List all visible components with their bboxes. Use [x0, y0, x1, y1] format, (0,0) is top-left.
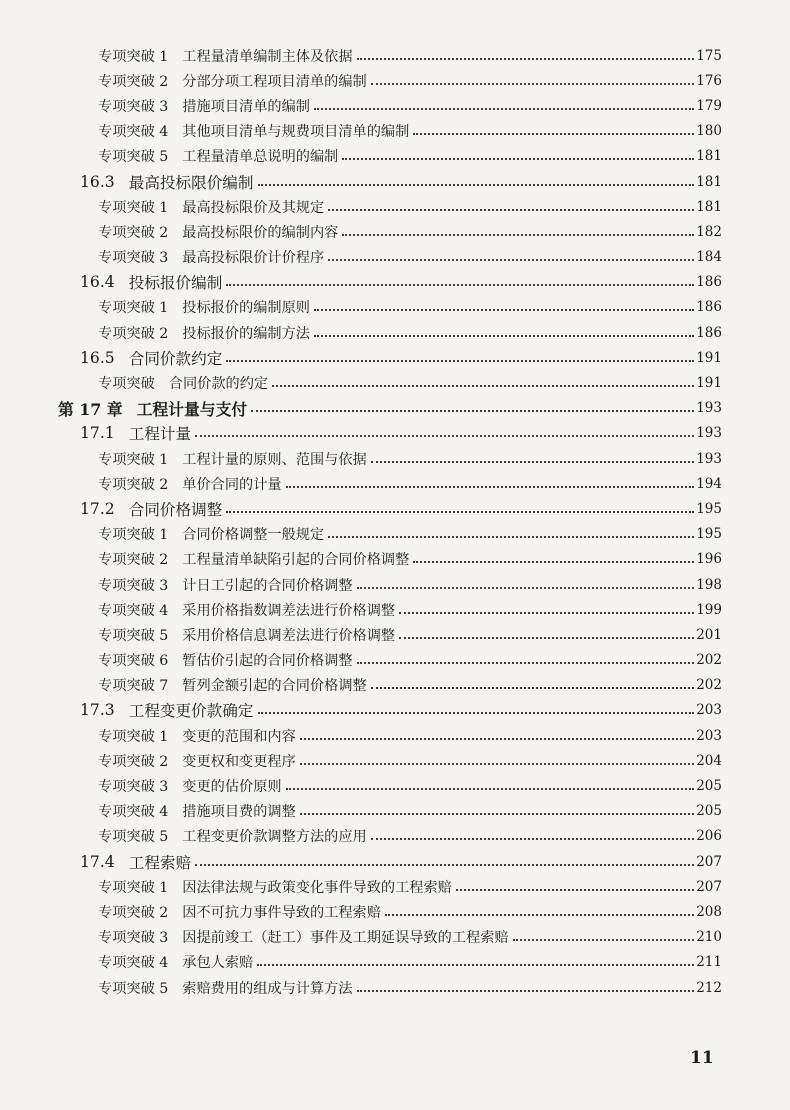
dot-leader	[195, 435, 694, 437]
toc-item-row	[0, 824, 790, 849]
toc-item-row	[0, 194, 790, 219]
toc-entry-number: 专项突破 4	[98, 124, 169, 141]
toc-entry-number: 专项突破 3	[98, 98, 169, 115]
toc-entry-number: 17.4	[80, 852, 115, 871]
toc-entry-number: 专项突破 3	[98, 779, 169, 796]
toc-entry-number: 专项突破 2	[98, 904, 169, 921]
toc-item-row	[0, 68, 790, 93]
toc-item-row	[0, 673, 790, 698]
toc-entry-title: 最高投标限价的编制内容	[182, 224, 339, 241]
toc-entry-number: 专项突破 2	[98, 476, 169, 493]
dot-leader	[258, 712, 695, 714]
toc-entry-number: 专项突破 2	[98, 325, 169, 342]
toc-entry-number: 专项突破 1	[98, 48, 169, 65]
toc-item-row	[0, 622, 790, 647]
toc-section-row	[0, 421, 790, 446]
toc-item-row	[0, 723, 790, 748]
toc-entry-title: 暂列金额引起的合同价格调整	[182, 678, 367, 695]
page-number: 11	[690, 1048, 714, 1068]
toc-entry-page: 202	[696, 652, 722, 669]
toc-item-row	[0, 446, 790, 471]
toc-entry-page: 184	[696, 249, 722, 266]
toc-item-row	[0, 245, 790, 270]
toc-item-row	[0, 874, 790, 899]
toc-item-row	[0, 748, 790, 773]
toc-entry-number: 17.1	[80, 424, 115, 443]
toc-item-row	[0, 119, 790, 144]
toc-item-row	[0, 370, 790, 395]
toc-entry-number: 17.2	[80, 499, 115, 518]
toc-entry-title: 因提前竣工（赶工）事件及工期延误导致的工程索赔	[182, 930, 509, 947]
toc-item-row	[0, 43, 790, 68]
toc-item-row	[0, 522, 790, 547]
dot-leader	[314, 108, 694, 110]
toc-entry-page: 182	[696, 223, 722, 240]
toc-entry-title: 工程计量与支付	[136, 399, 248, 419]
toc-entry-page: 195	[696, 500, 722, 517]
toc-item-row	[0, 93, 790, 118]
toc-entry-page: 193	[696, 425, 722, 442]
toc-entry-page: 201	[696, 626, 722, 643]
toc-entry-title: 承包人索赔	[182, 955, 254, 972]
toc-entry-number: 专项突破 5	[98, 980, 169, 997]
dot-leader	[385, 914, 694, 916]
dot-leader	[300, 738, 694, 740]
toc-entry-page: 198	[696, 576, 722, 593]
toc-entry-title: 因法律法规与政策变化事件导致的工程索赔	[182, 879, 452, 896]
toc-entry-title: 措施项目清单的编制	[182, 98, 310, 115]
toc-entry-title: 计日工引起的合同价格调整	[182, 577, 353, 594]
toc-entry-number: 16.5	[80, 348, 115, 367]
toc-entry-page: 186	[696, 299, 722, 316]
toc-entry-number: 专项突破 6	[98, 653, 169, 670]
toc-item-row	[0, 320, 790, 345]
toc-entry-page: 180	[696, 123, 722, 140]
dot-leader	[357, 990, 695, 992]
toc-entry-number: 专项突破	[98, 376, 155, 393]
dot-leader	[456, 889, 694, 891]
dot-leader	[328, 259, 694, 261]
toc-entry-number: 专项突破 1	[98, 300, 169, 317]
toc-entry-page: 210	[696, 929, 722, 946]
toc-entry-page: 193	[696, 400, 722, 417]
toc-entry-page: 207	[696, 853, 722, 870]
toc-entry-number: 专项突破 7	[98, 678, 169, 695]
toc-entry-title: 变更的估价原则	[182, 779, 282, 796]
toc-entry-page: 206	[696, 828, 722, 845]
toc-section-row	[0, 345, 790, 370]
dot-leader	[513, 939, 695, 941]
toc-item-row	[0, 547, 790, 572]
toc-entry-title: 工程变更价款确定	[128, 702, 254, 721]
toc-entry-page: 203	[696, 727, 722, 744]
table-of-contents	[0, 43, 790, 1000]
toc-entry-page: 195	[696, 526, 722, 543]
dot-leader	[251, 410, 694, 412]
toc-entry-number: 17.3	[80, 701, 115, 720]
toc-entry-title: 变更的范围和内容	[182, 728, 296, 745]
toc-entry-number: 专项突破 5	[98, 829, 169, 846]
dot-leader	[226, 511, 694, 513]
toc-section-row	[0, 270, 790, 295]
toc-entry-page: 186	[696, 274, 722, 291]
toc-entry-page: 193	[696, 450, 722, 467]
dot-leader	[258, 184, 695, 186]
toc-entry-page: 175	[696, 47, 722, 64]
toc-entry-page: 179	[696, 97, 722, 114]
toc-entry-title: 分部分项工程项目清单的编制	[182, 73, 367, 90]
toc-entry-page: 208	[696, 903, 722, 920]
toc-entry-page: 202	[696, 677, 722, 694]
dot-leader	[371, 461, 694, 463]
toc-entry-number: 专项突破 2	[98, 224, 169, 241]
toc-entry-number: 专项突破 1	[98, 527, 169, 544]
toc-item-row	[0, 899, 790, 924]
dot-leader	[300, 763, 694, 765]
toc-entry-title: 工程索赔	[128, 853, 192, 872]
dot-leader	[257, 964, 694, 966]
toc-entry-page: 176	[696, 72, 722, 89]
dot-leader	[272, 385, 694, 387]
toc-entry-number: 16.4	[80, 273, 115, 292]
toc-entry-number: 第 17 章	[58, 399, 123, 419]
dot-leader	[195, 864, 694, 866]
toc-entry-number: 专项突破 5	[98, 149, 169, 166]
dot-leader	[357, 58, 695, 60]
toc-entry-title: 投标报价的编制原则	[182, 300, 310, 317]
toc-section-row	[0, 849, 790, 874]
toc-entry-page: 205	[696, 778, 722, 795]
toc-entry-title: 暂估价引起的合同价格调整	[182, 653, 353, 670]
toc-entry-title: 工程变更价款调整方法的应用	[182, 829, 367, 846]
toc-entry-number: 专项突破 3	[98, 250, 169, 267]
dot-leader	[342, 158, 694, 160]
dot-leader	[371, 838, 694, 840]
dot-leader	[357, 587, 695, 589]
toc-entry-title: 工程计量	[128, 425, 192, 444]
dot-leader	[413, 133, 694, 135]
toc-entry-title: 合同价款约定	[128, 349, 223, 368]
toc-entry-number: 专项突破 3	[98, 577, 169, 594]
toc-entry-page: 205	[696, 803, 722, 820]
toc-entry-title: 最高投标限价计价程序	[182, 250, 325, 267]
toc-entry-number: 专项突破 2	[98, 73, 169, 90]
dot-leader	[413, 561, 694, 563]
dot-leader	[371, 687, 694, 689]
toc-entry-number: 专项突破 4	[98, 955, 169, 972]
toc-entry-page: 211	[696, 954, 722, 971]
toc-entry-title: 其他项目清单与规费项目清单的编制	[182, 124, 410, 141]
toc-chapter-row	[0, 396, 790, 421]
dot-leader	[286, 788, 695, 790]
toc-entry-number: 专项突破 4	[98, 602, 169, 619]
toc-entry-title: 索赔费用的组成与计算方法	[182, 980, 353, 997]
toc-item-row	[0, 925, 790, 950]
toc-entry-title: 工程量清单缺陷引起的合同价格调整	[182, 552, 410, 569]
toc-entry-title: 投标报价的编制方法	[182, 325, 310, 342]
toc-item-row	[0, 773, 790, 798]
toc-entry-page: 196	[696, 551, 722, 568]
dot-leader	[371, 83, 694, 85]
toc-entry-title: 合同价格调整一般规定	[182, 527, 325, 544]
toc-entry-page: 212	[696, 979, 722, 996]
toc-entry-title: 因不可抗力事件导致的工程索赔	[182, 904, 381, 921]
dot-leader	[399, 637, 694, 639]
toc-entry-page: 181	[696, 173, 722, 190]
toc-section-row	[0, 698, 790, 723]
toc-entry-page: 203	[696, 702, 722, 719]
toc-entry-number: 专项突破 2	[98, 552, 169, 569]
toc-item-row	[0, 471, 790, 496]
toc-entry-number: 专项突破 5	[98, 627, 169, 644]
toc-entry-page: 199	[696, 601, 722, 618]
toc-item-row	[0, 950, 790, 975]
toc-section-row	[0, 496, 790, 521]
toc-entry-title: 工程量清单编制主体及依据	[182, 48, 353, 65]
toc-entry-page: 191	[696, 349, 722, 366]
dot-leader	[286, 486, 695, 488]
toc-entry-number: 专项突破 1	[98, 879, 169, 896]
toc-entry-title: 单价合同的计量	[182, 476, 282, 493]
toc-entry-title: 措施项目费的调整	[182, 804, 296, 821]
dot-leader	[399, 612, 694, 614]
toc-entry-title: 合同价格调整	[128, 500, 223, 519]
toc-entry-title: 合同价款的约定	[168, 376, 269, 393]
toc-item-row	[0, 597, 790, 622]
dot-leader	[328, 209, 694, 211]
dot-leader	[300, 813, 694, 815]
dot-leader	[226, 284, 694, 286]
toc-entry-title: 最高投标限价及其规定	[182, 199, 325, 216]
toc-entry-page: 181	[696, 148, 722, 165]
toc-item-row	[0, 975, 790, 1000]
toc-item-row	[0, 219, 790, 244]
toc-entry-title: 采用价格指数调差法进行价格调整	[182, 602, 396, 619]
toc-entry-title: 投标报价编制	[128, 274, 223, 293]
dot-leader	[342, 234, 694, 236]
toc-entry-page: 194	[696, 475, 722, 492]
toc-item-row	[0, 799, 790, 824]
toc-entry-number: 专项突破 1	[98, 728, 169, 745]
toc-entry-number: 专项突破 1	[98, 199, 169, 216]
toc-entry-page: 207	[696, 878, 722, 895]
toc-entry-page: 204	[696, 752, 722, 769]
toc-item-row	[0, 295, 790, 320]
toc-entry-title: 工程量清单总说明的编制	[182, 149, 339, 166]
toc-entry-number: 专项突破 1	[98, 451, 169, 468]
toc-entry-page: 186	[696, 324, 722, 341]
dot-leader	[226, 360, 694, 362]
toc-entry-number: 专项突破 2	[98, 753, 169, 770]
toc-item-row	[0, 648, 790, 673]
toc-entry-title: 工程计量的原则、范围与依据	[182, 451, 367, 468]
toc-entry-number: 专项突破 4	[98, 804, 169, 821]
toc-entry-number: 专项突破 3	[98, 930, 169, 947]
toc-entry-page: 181	[696, 198, 722, 215]
toc-section-row	[0, 169, 790, 194]
dot-leader	[328, 536, 694, 538]
toc-entry-title: 变更权和变更程序	[182, 753, 296, 770]
toc-entry-title: 采用价格信息调差法进行价格调整	[182, 627, 396, 644]
toc-entry-number: 16.3	[80, 172, 115, 191]
toc-item-row	[0, 572, 790, 597]
dot-leader	[314, 309, 694, 311]
dot-leader	[357, 662, 695, 664]
toc-entry-title: 最高投标限价编制	[128, 173, 254, 192]
toc-item-row	[0, 144, 790, 169]
dot-leader	[314, 335, 694, 337]
toc-entry-page: 191	[696, 375, 722, 392]
